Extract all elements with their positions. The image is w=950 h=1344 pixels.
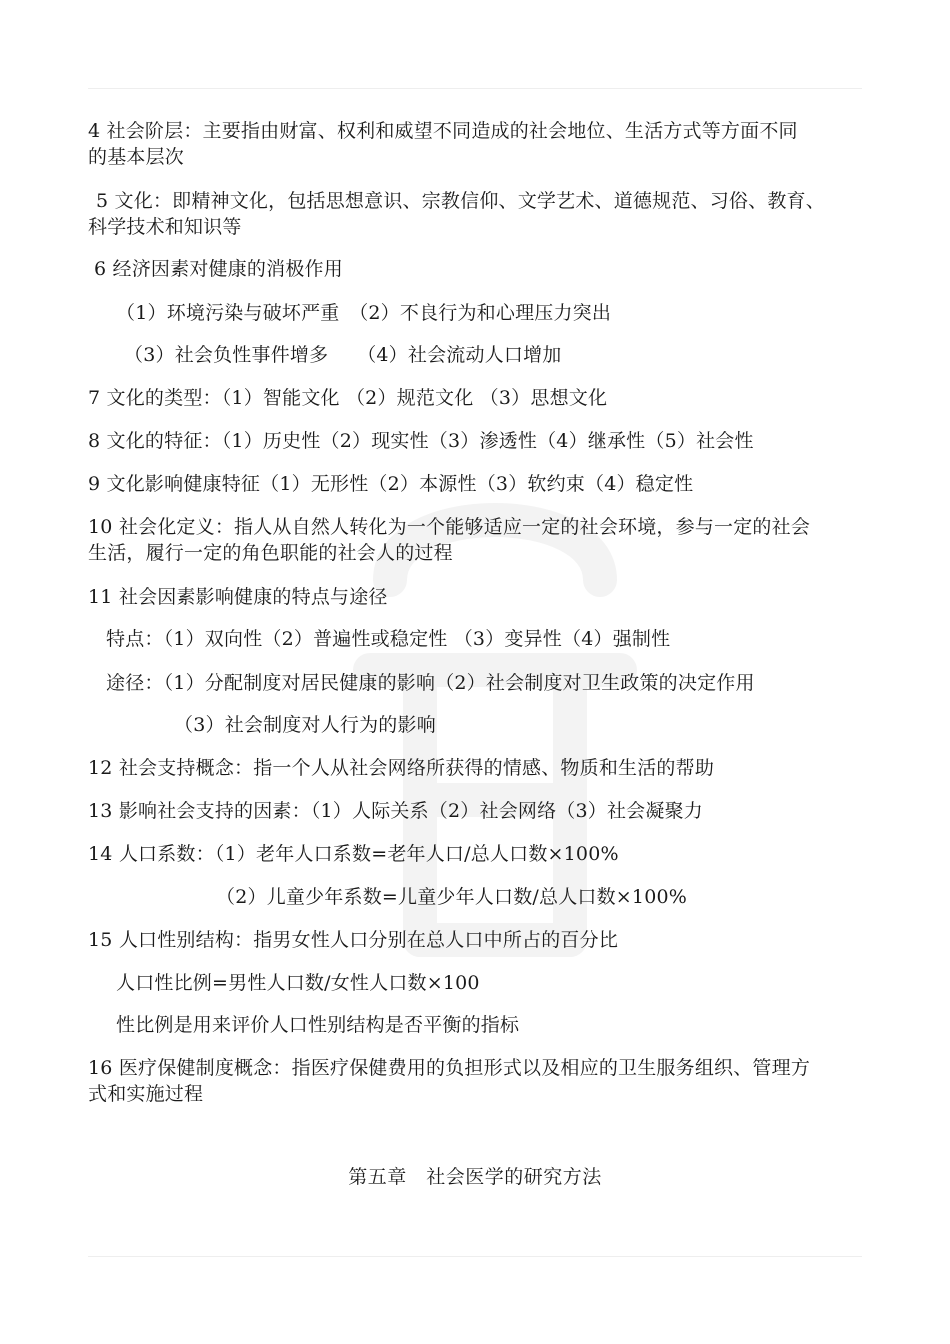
text-line: 11 社会因素影响健康的特点与途径 — [88, 586, 388, 608]
text-line: （1）环境污染与破坏严重 （2）不良行为和心理压力突出 — [116, 302, 612, 324]
text-line: 7 文化的类型：（1）智能文化 （2）规范文化 （3）思想文化 — [88, 387, 608, 409]
text-line: 6 经济因素对健康的消极作用 — [94, 258, 343, 280]
text-line: （3）社会制度对人行为的影响 — [174, 714, 436, 736]
text-line: 8 文化的特征：（1）历史性（2）现实性（3）渗透性（4）继承性（5）社会性 — [88, 430, 754, 452]
text-line: 12 社会支持概念：指一个人从社会网络所获得的情感、物质和生活的帮助 — [88, 757, 715, 779]
text-line: （2）儿童少年系数=儿童少年人口数/总人口数×100% — [216, 886, 688, 908]
text-line: 15 人口性别结构：指男女性人口分别在总人口中所占的百分比 — [88, 929, 619, 951]
text-line: 5 文化：即精神文化，包括思想意识、宗教信仰、文学艺术、道德规范、习俗、教育、 — [96, 190, 825, 212]
chapter-title: 第五章 社会医学的研究方法 — [348, 1166, 602, 1188]
text-line: 途径：（1）分配制度对居民健康的影响（2）社会制度对卫生政策的决定作用 — [106, 672, 755, 694]
header-rule — [88, 88, 862, 89]
text-line: 性比例是用来评价人口性别结构是否平衡的指标 — [116, 1014, 520, 1036]
text-line: 9 文化影响健康特征（1）无形性（2）本源性（3）软约束（4）稳定性 — [88, 473, 694, 495]
text-line: 14 人口系数：（1）老年人口系数=老年人口/总人口数×100% — [88, 843, 619, 865]
text-line: 4 社会阶层：主要指由财富、权利和威望不同造成的社会地位、生活方式等方面不同 — [88, 120, 798, 142]
text-line: 16 医疗保健制度概念：指医疗保健费用的负担形式以及相应的卫生服务组织、管理方 — [88, 1057, 811, 1079]
text-line: 人口性比例=男性人口数/女性人口数×100 — [116, 972, 480, 994]
text-line: 科学技术和知识等 — [88, 216, 242, 238]
text-line: 13 影响社会支持的因素：（1）人际关系（2）社会网络（3）社会凝聚力 — [88, 800, 703, 822]
text-line: 生活，履行一定的角色职能的社会人的过程 — [88, 542, 453, 564]
text-line: 式和实施过程 — [88, 1083, 204, 1105]
text-line: 的基本层次 — [88, 146, 185, 168]
text-line: 特点：（1）双向性（2）普遍性或稳定性 （3）变异性（4）强制性 — [106, 628, 671, 650]
footer-rule — [88, 1256, 862, 1257]
text-line: 10 社会化定义：指人从自然人转化为一个能够适应一定的社会环境，参与一定的社会 — [88, 516, 811, 538]
text-line: （3）社会负性事件增多 （4）社会流动人口增加 — [124, 344, 562, 366]
